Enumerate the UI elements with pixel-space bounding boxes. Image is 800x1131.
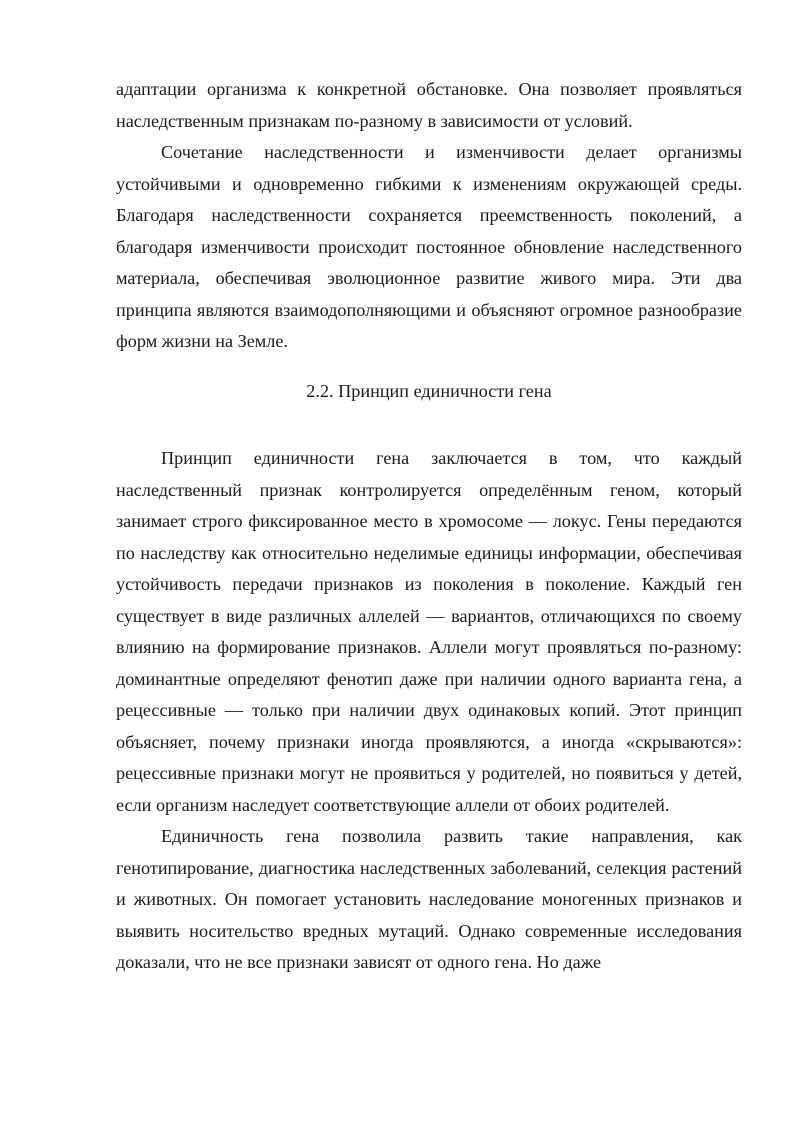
- paragraph-heredity-variability: Сочетание наследственности и изменчивости делает организмы устойчивыми и одновременно гибкими к изменениям окружающей среды. Благодаря наследственности сохраняется преемственность поколений, а благодаря изменчивости происходит постоянное обновление наследственного материала, обеспечивая эволюционное развитие живого мира. Эти два принципа являются взаимодополняющими и объясняют огромное разнообразие форм жизни на Земле.: [116, 142, 742, 351]
- section-heading: 2.2. Принцип единичности гена: [306, 380, 552, 401]
- paragraph-gene-applications: Единичность гена позволила развить такие направления, как генотипирование, диагностика наследственных заболеваний, селекция растений и животных. Он помогает установить наследование моногенных признаков и выявить носительство вредных мутаций. Однако современные исследования доказали, что не все признаки зависят от одного гена. Но даже: [116, 826, 742, 972]
- document-body: [116, 74, 742, 979]
- paragraph-gene-principle: Принцип единичности гена заключается в том, что каждый наследственный признак контролируется определённым геном, который занимает строго фиксированное место в хромосоме — локус. Гены передаются по наследству как относительно неделимые единицы информации, обеспечивая устойчивость передачи признаков из поколения в поколение. Каждый ген существует в виде различных аллелей — вариантов, отличающихся по своему влиянию на формирование признаков. Аллели могут проявляться по-разному: доминантные определяют фенотип даже при наличии одного варианта гена, а рецессивные — только при наличии двух одинаковых копий. Этот принцип объясняет, почему признаки иногда проявляются, а иногда «скрываются»: рецессивные признаки могут не проявиться у родителей, но появиться у детей, если организм наследует соответствующие аллели от обоих родителей.: [116, 448, 742, 815]
- paragraph-continuation: адаптации организма к конкретной обстановке. Она позволяет проявляться наследственным признакам по-разному в зависимости от условий.: [116, 79, 742, 131]
